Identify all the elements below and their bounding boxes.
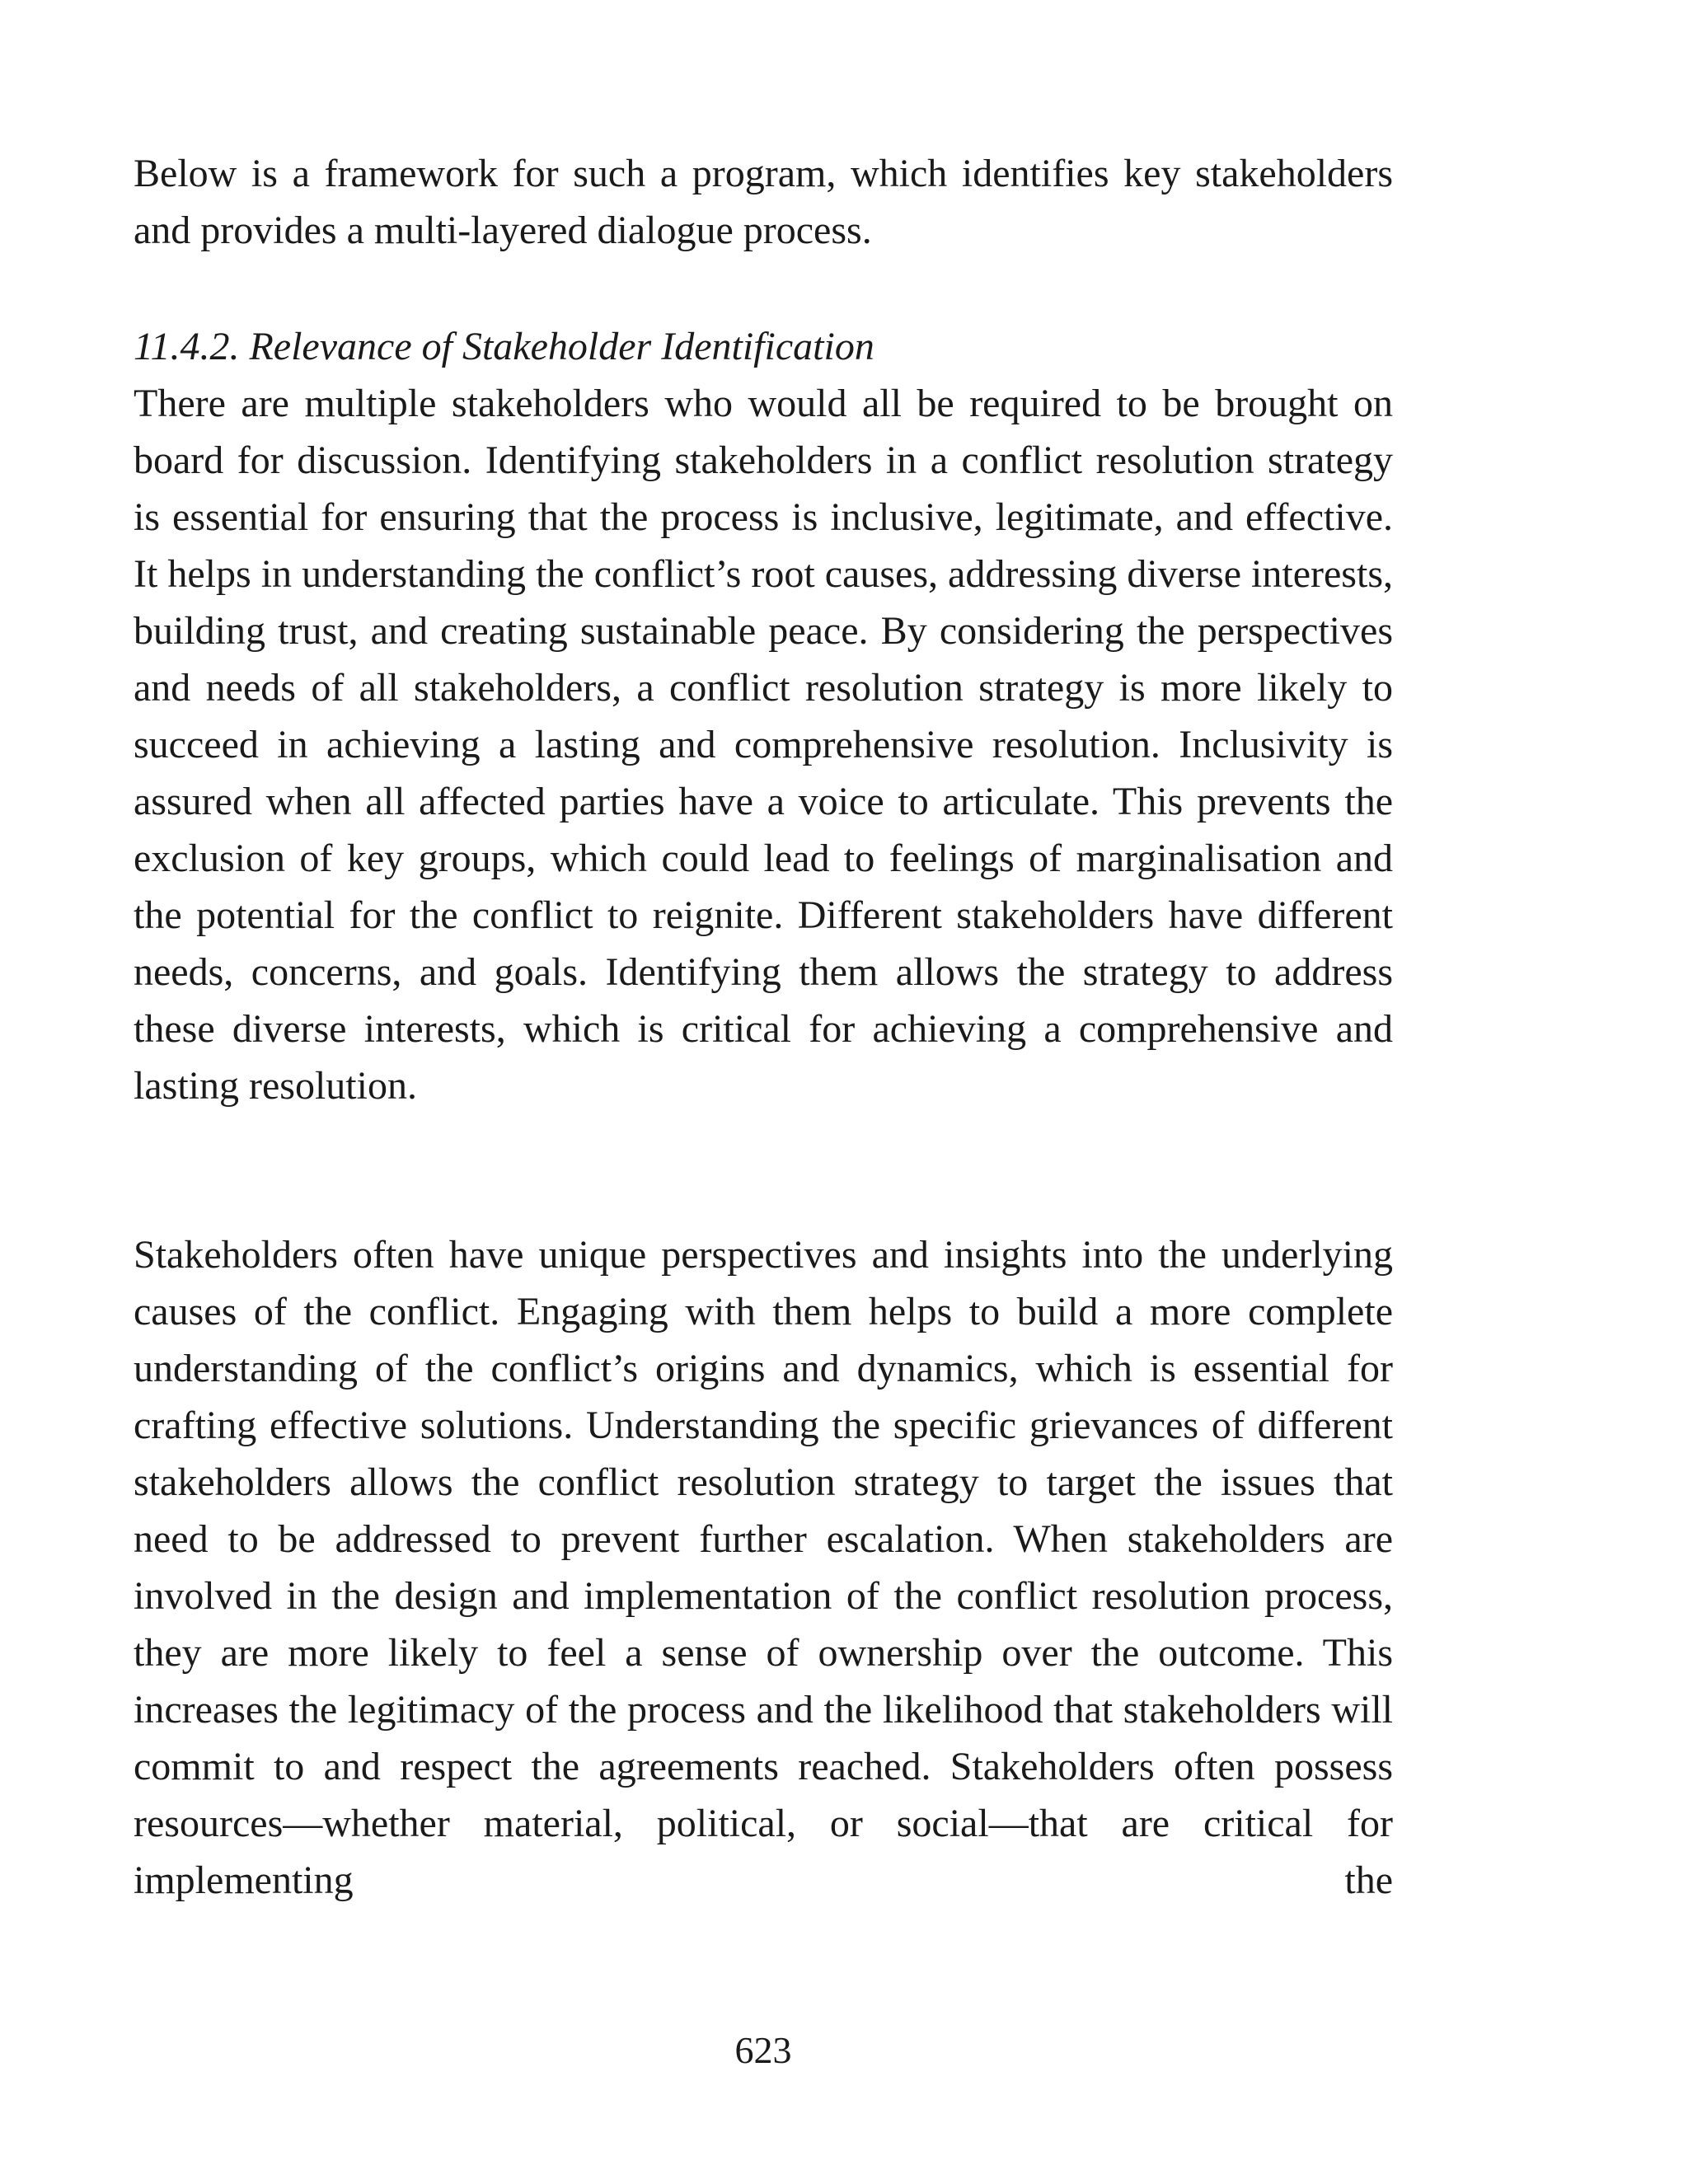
body-paragraph-1: There are multiple stakeholders who would all be required to be brought on board for discussion. Identifying stakeholders in a conflict resolution strategy is essential for ensuring that the process is inclusive, legitimate, and effective. It helps in understanding the conflict’s root causes, addressing diverse interests, building trust, and creating sustainable peace. By considering the perspectives and needs of all stakeholders, a conflict resolution strategy is more likely to succeed in achieving a lasting and comprehensive resolution. Inclusivity is assured when all affected parties have a voice to articulate. This prevents the exclusion of key groups, which could lead to feelings of marginalisation and the potential for the conflict to reignite. Different stakeholders have different needs, concerns, and goals. Identifying them allows the strategy to address these diverse interests, which is critical for achieving a comprehensive and lasting resolution. (134, 382, 1393, 1108)
section-heading: 11.4.2. Relevance of Stakeholder Identification (134, 325, 874, 368)
intro-paragraph: Below is a framework for such a program, which identifies key stakeholders and provides a multi-layered dialogue process. (134, 152, 1393, 252)
page-number: 623 (734, 2029, 792, 2071)
body-paragraph-2: Stakeholders often have unique perspectives and insights into the underlying causes of the conflict. Engaging with them helps to build a more complete understanding of the conflict’s origins and dynamics, which is essential for crafting effective solutions. Understanding the specific grievances of different stakeholders allows the conflict resolution strategy to target the issues that need to be addressed to prevent further escalation. When stakeholders are involved in the design and implementation of the conflict resolution process, they are more likely to feel a sense of ownership over the outcome. This increases the legitimacy of the process and the likelihood that stakeholders will commit to and respect the agreements reached. Stakeholders often possess resources—whether material, political, or social—that are critical for implementing the (134, 1233, 1393, 1902)
